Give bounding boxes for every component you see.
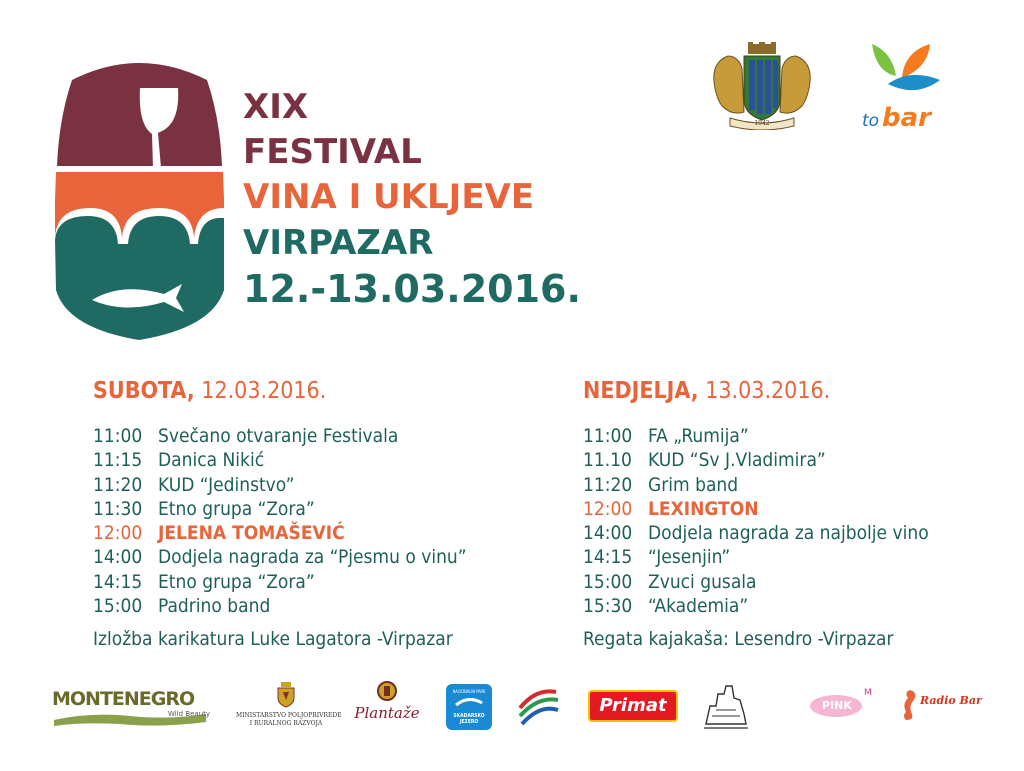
saturday-schedule [93,378,533,650]
schedule-row [583,448,1023,472]
event-title: Etno grupa “Zora” [158,497,315,520]
event-title: Danica Nikić [158,449,265,472]
schedule-row [93,570,533,594]
schedule-row-highlight [93,521,533,545]
schedule-row [583,424,1023,448]
event-title: “Akademia” [648,595,749,618]
tobar-to-text: to [862,111,880,131]
event-time: 15:00 [583,570,633,593]
pink-wordmark: PINK [822,699,852,712]
sunday-schedule [583,378,1023,650]
event-time: 14:00 [93,546,143,569]
schedule-row [93,545,533,569]
festival-label: FESTIVAL [243,132,422,172]
event-title: LEXINGTON [648,497,759,520]
schedule-row-highlight [583,497,1023,521]
event-title: Padrino band [158,595,271,618]
radio-bar-wordmark: Radio Bar [920,694,982,707]
festival-barrel-logo [52,58,227,340]
event-time: 15:30 [583,595,633,618]
schedule-row [583,473,1023,497]
event-title: “Jesenjin” [648,546,731,569]
event-time: 11:20 [583,473,633,496]
seahorse-icon [900,688,920,722]
primat-wordmark: Primat [599,695,667,716]
plantaze-wordmark: Plantaže [354,704,420,722]
sponsor-plantaze-logo [352,680,422,730]
pink-m-mark: M [864,688,872,698]
sponsor-montenegro-logo [50,686,212,730]
sponsor-pink-m-logo [806,690,876,726]
saturday-events [93,424,533,618]
jezero-wordmark: SKADARSKO JEZERO [453,713,485,725]
sponsor-radio-bar-logo [900,688,982,728]
event-time: 14:15 [93,570,143,593]
festival-place: VIRPAZAR [243,223,434,263]
event-title: KUD “Jedinstvo” [158,473,295,496]
sunday-note: Regata kajakaša: Lesendro -Virpazar [583,628,894,651]
sunday-date: 13.03.2016. [705,378,831,404]
sponsor-skadarsko-jezero-logo [446,684,492,730]
montenegro-tagline: Wild Beauty [168,710,211,718]
event-time: 12:00 [583,497,633,520]
jezero-subtitle: NACIONALNI PARK [452,689,486,694]
schedule-row [93,497,533,521]
event-title: FA „Rumija” [648,425,749,447]
event-title: Dodjela nagrada za najbolje vino [648,522,929,545]
festival-dates: 12.-13.03.2016. [243,267,581,311]
sunday-events [583,424,1023,618]
sunday-day-name: NEDJELJA, [583,378,699,404]
event-title: Dodjela nagrada za “Pjesmu o vinu” [158,546,467,569]
ministry-name-line2: I RURALNOG RAZVOJA [249,720,323,727]
event-title: Svečano otvaranje Festivala [158,425,399,447]
event-time: 14:00 [583,522,633,545]
schedule-row [583,594,1023,618]
coat-of-arms-year: 1042 [754,120,770,127]
tobar-bar-text: bar [882,103,931,133]
festival-edition: XIX [243,87,309,127]
ministry-crest-icon [276,682,296,708]
sponsor-primat-logo [588,690,678,722]
event-time: 11:00 [583,425,633,447]
sunday-heading [583,378,1023,412]
event-time: 11:00 [93,425,143,447]
saturday-note: Izložba karikatura Luke Lagatora -Virpazar [93,628,453,651]
schedule-row [583,570,1023,594]
event-time: 14:15 [583,546,633,569]
event-title: Etno grupa “Zora” [158,570,315,593]
event-time: 15:00 [93,595,143,618]
event-time: 11.10 [583,449,632,472]
event-title: Zvuci gusala [648,570,757,593]
schedule-row [93,594,533,618]
schedule-row [583,521,1023,545]
sponsor-ministry-logo [236,682,342,738]
event-time: 11:30 [93,497,143,520]
tobar-logo [858,38,948,133]
montenegro-wordmark: MONTENEGRO [52,688,195,710]
schedule-row [93,473,533,497]
schedule-row [93,424,533,448]
schedule-row [583,545,1023,569]
festival-name: VINA I UKLJEVE [243,177,535,217]
coat-of-arms-emblem [708,42,816,130]
saturday-heading [93,378,533,412]
event-time: 11:20 [93,473,143,496]
event-time: 11:15 [93,449,143,472]
event-time: 12:00 [93,522,143,545]
sponsor-castle-sketch-logo [700,680,752,736]
event-title: JELENA TOMAŠEVIĆ [158,522,345,545]
sponsor-stripes-logo [514,684,562,730]
ministry-name-line1: MINISTARSTVO POLJOPRIVREDE [236,712,342,719]
event-title: Grim band [648,473,739,496]
jezero-wave-icon [454,695,484,709]
schedule-row [93,448,533,472]
saturday-day-name: SUBOTA, [93,378,195,404]
event-title: KUD “Sv J.Vladimira” [648,449,826,472]
plantaze-crest-icon [376,680,398,702]
saturday-date: 12.03.2016. [201,378,327,404]
